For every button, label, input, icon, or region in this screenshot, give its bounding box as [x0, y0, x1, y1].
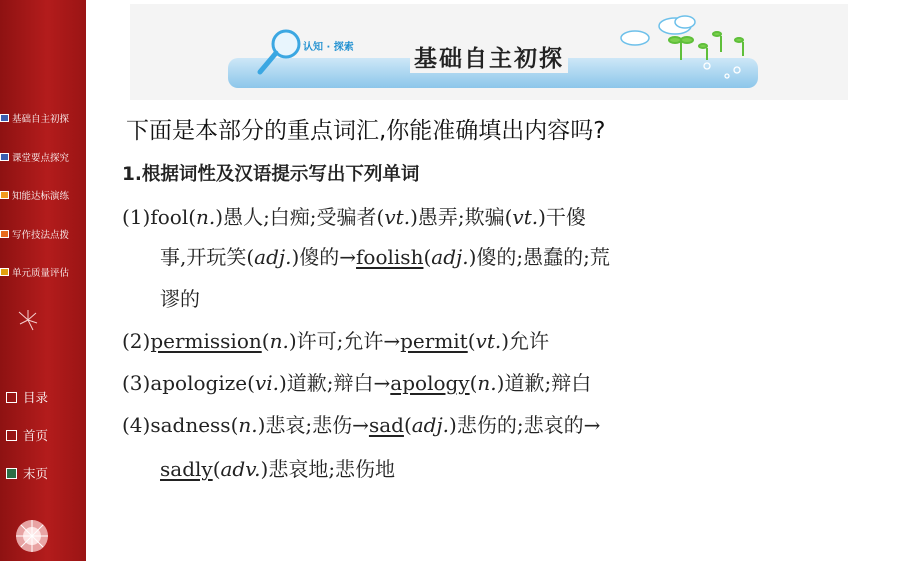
pos-label: n. — [269, 329, 289, 353]
pos-label: n. — [477, 371, 497, 395]
page-title: 基础自主初探 — [410, 40, 568, 73]
exercise-line-7 — [160, 456, 395, 482]
text-span: ( — [212, 457, 221, 481]
text-span: )傻的→ — [291, 245, 357, 269]
text-span: (4)sadness( — [122, 413, 239, 437]
text-span: )悲哀地;悲伤地 — [260, 457, 396, 481]
exercise-line-1 — [122, 204, 586, 230]
text-span: ( — [423, 245, 432, 269]
answer-sadly: sadly — [160, 457, 213, 481]
nav-item-label: 写作技法点拨 — [12, 230, 70, 241]
text-span: ( — [261, 329, 270, 353]
pos-label: n. — [238, 413, 258, 437]
nav-item-label: 课堂要点探究 — [12, 153, 70, 164]
exercise-line-2 — [160, 244, 610, 270]
nav-bullet-icon — [0, 191, 9, 199]
text-span: (2) — [122, 329, 151, 353]
text-span: ( — [403, 413, 412, 437]
answer-permission: permission — [150, 329, 262, 353]
magnifier-icon — [250, 28, 310, 78]
answer-permit: permit — [400, 329, 468, 353]
nav-bullet-icon — [0, 114, 9, 122]
sidebar — [0, 0, 86, 561]
header-tag: 认知 · 探索 — [303, 42, 354, 53]
text-span: (3)apologize( — [122, 371, 255, 395]
text-span: )悲伤的;悲哀的→ — [449, 413, 601, 437]
text-span: )道歉;辩白→ — [278, 371, 391, 395]
nav-item-label: 知能达标演练 — [12, 191, 70, 202]
text-span: ( — [467, 329, 476, 353]
last-page-label: 末页 — [23, 466, 49, 481]
nav-item-classroom[interactable] — [0, 149, 69, 165]
last-page-box-icon — [6, 468, 17, 479]
exercise-line-3 — [160, 286, 200, 312]
pos-label: adj. — [431, 245, 469, 269]
nav-item-label: 单元质量评估 — [12, 268, 70, 279]
exercise-heading: 1.根据词性及汉语提示写出下列单词 — [122, 164, 420, 185]
text-span: (1)fool( — [122, 205, 197, 229]
exercise-line-5 — [122, 370, 591, 396]
nav-bullet-icon — [0, 230, 9, 238]
nav-item-assessment[interactable] — [0, 264, 69, 280]
pos-label: adj. — [254, 245, 292, 269]
answer-foolish: foolish — [356, 245, 424, 269]
home-label: 首页 — [23, 428, 49, 443]
dandelion-flower-icon — [12, 516, 52, 556]
home-link[interactable] — [6, 426, 48, 444]
answer-apology: apology — [390, 371, 470, 395]
pos-label: n. — [196, 205, 216, 229]
text-span: )愚人;白痴;受骗者( — [215, 205, 385, 229]
exercise-line-6 — [122, 412, 600, 438]
home-box-icon — [6, 430, 17, 441]
pos-label: adv. — [220, 457, 261, 481]
text-span: 事,开玩笑( — [160, 245, 255, 269]
pos-label: vt. — [475, 329, 502, 353]
text-span: )许可;允许→ — [288, 329, 401, 353]
answer-sad: sad — [368, 413, 404, 437]
last-page-link[interactable] — [6, 464, 48, 482]
pos-label: vi. — [254, 371, 279, 395]
nav-item-label: 基础自主初探 — [12, 114, 70, 125]
toc-box-icon — [6, 392, 17, 403]
dandelion-icon — [16, 308, 40, 332]
text-span: ( — [469, 371, 478, 395]
text-span: )允许 — [501, 329, 550, 353]
text-span: )傻的;愚蠢的;荒 — [468, 245, 610, 269]
text-span: 谬的 — [160, 287, 200, 311]
nav-bullet-icon — [0, 153, 9, 161]
nav-item-basic[interactable] — [0, 110, 69, 126]
pos-label: vt. — [384, 205, 411, 229]
nav-item-practice[interactable] — [0, 187, 69, 203]
nav-item-writing[interactable] — [0, 226, 69, 242]
pos-label: vt. — [512, 205, 539, 229]
nav-bullet-icon — [0, 268, 9, 276]
text-span: )悲哀;悲伤→ — [257, 413, 369, 437]
toc-link[interactable] — [6, 388, 48, 406]
cloud-sprout-decoration-icon — [615, 12, 755, 84]
toc-label: 目录 — [23, 390, 49, 405]
pos-label: adj. — [411, 413, 450, 437]
exercise-line-4 — [122, 328, 549, 354]
text-span: )道歉;辩白 — [496, 371, 592, 395]
text-span: )干傻 — [538, 205, 586, 229]
question-heading: 下面是本部分的重点词汇,你能准确填出内容吗? — [126, 118, 606, 144]
text-span: )愚弄;欺骗( — [410, 205, 513, 229]
